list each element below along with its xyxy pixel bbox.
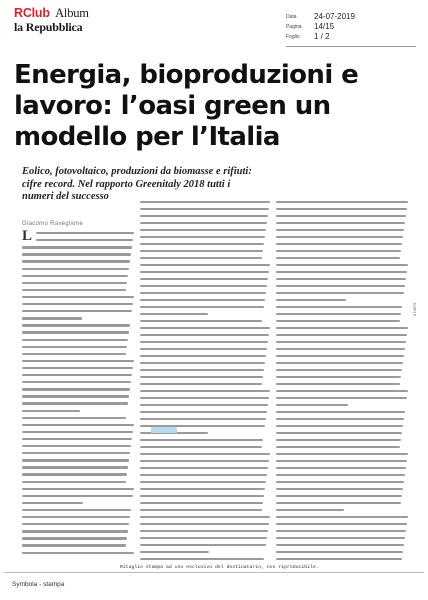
body-text-line — [140, 544, 266, 546]
body-text-line — [140, 537, 267, 539]
body-text-line — [140, 369, 264, 371]
body-text-line — [276, 544, 404, 546]
body-text-line — [140, 439, 263, 441]
body-text-line — [276, 355, 404, 357]
body-text-line — [140, 551, 209, 553]
body-text-line — [276, 488, 403, 490]
body-text-line — [22, 339, 128, 341]
meta-sheet-row — [286, 32, 416, 42]
meta-divider — [286, 46, 416, 47]
body-text-line — [276, 320, 400, 322]
meta-date-label: Data — [286, 14, 297, 20]
body-text-line — [276, 292, 404, 294]
body-text-line — [22, 268, 129, 270]
reproduction-disclaimer: Ritaglio stampa ad uso esclusivo del destinatario, non riproducibile. — [120, 565, 319, 570]
body-text-line — [276, 313, 401, 315]
body-text-line — [22, 402, 128, 404]
body-text-line — [22, 310, 132, 312]
body-text-line — [140, 530, 268, 532]
body-text-line — [276, 264, 408, 266]
body-text-line — [22, 438, 132, 440]
body-text-line — [276, 390, 408, 392]
body-text-line — [276, 523, 407, 525]
body-text-line — [22, 523, 129, 525]
body-text-line — [22, 502, 83, 504]
body-text-line — [22, 374, 132, 376]
body-text-line — [276, 229, 404, 231]
body-text-line — [140, 474, 267, 476]
body-text-line — [22, 246, 132, 248]
body-text-line — [276, 474, 405, 476]
body-text-line — [22, 360, 134, 362]
body-text-line — [140, 404, 268, 406]
body-text-line — [276, 418, 404, 420]
body-text-line — [140, 271, 269, 273]
body-text-line — [276, 383, 400, 385]
body-text-line — [140, 488, 265, 490]
body-text-line — [22, 395, 129, 397]
meta-page-value: 14/15 — [314, 22, 335, 31]
body-text-line — [22, 459, 129, 461]
body-text-line — [140, 334, 269, 336]
body-text-line — [140, 418, 266, 420]
body-text-line — [276, 348, 405, 350]
body-text-line — [140, 327, 270, 329]
body-text-line — [140, 313, 208, 315]
body-text-line — [140, 523, 269, 525]
body-text-line — [140, 299, 265, 301]
body-text-line — [276, 215, 406, 217]
body-text-line — [22, 544, 126, 546]
body-text-line — [140, 383, 262, 385]
body-text-line — [140, 292, 266, 294]
body-text-line — [140, 208, 269, 210]
body-text-line — [22, 495, 133, 497]
body-text-line — [140, 215, 268, 217]
body-text-line — [276, 502, 401, 504]
body-text-line — [140, 376, 263, 378]
body-text-line — [276, 334, 407, 336]
masthead-album: Album — [55, 6, 89, 20]
body-text-line — [22, 530, 128, 532]
body-text-line — [22, 473, 127, 475]
body-text-line — [140, 250, 263, 252]
body-text-line — [276, 481, 404, 483]
body-text-line — [22, 353, 126, 355]
body-text-line — [22, 431, 133, 433]
body-text-line — [22, 289, 126, 291]
body-text-line — [276, 271, 407, 273]
body-text-line — [276, 425, 403, 427]
body-text-line — [140, 460, 269, 462]
article-byline: Giacomo Raveglione — [22, 221, 84, 227]
body-text-line — [140, 467, 268, 469]
masthead-brand: RClub — [14, 6, 50, 20]
meta-sheet-label: Foglio — [286, 34, 300, 40]
body-text-line — [276, 509, 344, 511]
body-text-line — [22, 516, 130, 518]
body-text-line — [276, 285, 405, 287]
body-text-line — [22, 317, 82, 319]
body-text-line — [276, 306, 402, 308]
body-text-line — [140, 285, 267, 287]
side-reference-code: 074679 — [412, 302, 417, 316]
body-text-line — [140, 516, 270, 518]
body-text-line — [22, 537, 127, 539]
article-headline: Energia, bioproduzioni e lavoro: l’oasi green un modello per l’Italia — [14, 60, 359, 152]
body-text-line — [276, 243, 402, 245]
body-text-line — [22, 296, 134, 298]
meta-date-row — [286, 12, 416, 22]
body-text-line — [276, 404, 348, 406]
body-text-line — [140, 355, 266, 357]
body-text-line — [276, 558, 402, 560]
body-text-line — [140, 306, 264, 308]
body-text-line — [140, 348, 267, 350]
body-text-line — [140, 390, 270, 392]
body-text-line — [276, 376, 401, 378]
meta-page-label: Pagina — [286, 24, 302, 30]
body-text-line — [276, 278, 406, 280]
body-text-line — [140, 222, 267, 224]
body-text-line — [140, 558, 264, 560]
body-text-line — [276, 327, 408, 329]
body-text-line — [36, 239, 133, 241]
body-text-line — [140, 397, 269, 399]
body-text-line — [140, 481, 266, 483]
body-text-line — [140, 411, 267, 413]
body-text-line — [22, 381, 131, 383]
body-text-line — [22, 445, 131, 447]
body-text-line — [22, 452, 130, 454]
body-text-line — [276, 460, 407, 462]
body-text-line — [140, 495, 264, 497]
body-text-line — [22, 275, 128, 277]
body-text-line — [276, 530, 406, 532]
body-text-line — [22, 488, 134, 490]
body-text-line — [276, 411, 405, 413]
body-text-line — [276, 341, 406, 343]
body-text-line — [22, 367, 133, 369]
body-text-line — [276, 537, 405, 539]
body-text-line — [276, 362, 403, 364]
body-text-line — [22, 388, 130, 390]
article-deck: Eolico, fotovoltaico, produzioni da biomasse e rifiuti: cifre record. Nel rapporto Greenitaly 2018 tutti i numeri del successo — [22, 166, 252, 202]
meta-date-value: 24-07-2019 — [314, 12, 355, 21]
body-text-line — [276, 208, 407, 210]
body-text-line — [140, 446, 262, 448]
article-dropcap: L — [22, 228, 33, 244]
body-text-line — [140, 236, 265, 238]
body-text-line — [22, 552, 134, 554]
body-text-line — [140, 362, 265, 364]
body-text-line — [276, 222, 405, 224]
body-text-line — [22, 303, 133, 305]
body-text-line — [276, 467, 406, 469]
body-text-line — [22, 253, 131, 255]
body-text-line — [276, 446, 400, 448]
body-text-line — [140, 278, 268, 280]
footer-divider — [4, 572, 424, 573]
meta-page-row — [286, 22, 416, 32]
body-text-line — [276, 236, 403, 238]
masthead-newspaper: la Repubblica — [14, 20, 83, 34]
body-text-line — [140, 509, 262, 511]
body-text-line — [140, 257, 262, 259]
body-text-line — [140, 264, 270, 266]
body-text-line — [276, 250, 401, 252]
body-text-line — [140, 229, 266, 231]
highlighted-word-mark — [151, 427, 177, 433]
body-text-line — [140, 341, 268, 343]
body-text-line — [22, 260, 130, 262]
body-text-line — [22, 324, 130, 326]
body-text-line — [276, 432, 402, 434]
body-text-line — [22, 331, 129, 333]
body-text-line — [22, 417, 126, 419]
body-text-line — [140, 453, 270, 455]
body-text-line — [22, 509, 131, 511]
body-text-line — [36, 232, 134, 234]
body-text-line — [140, 243, 264, 245]
body-text-line — [276, 516, 408, 518]
body-text-line — [276, 495, 402, 497]
body-text-line — [276, 369, 402, 371]
body-text-line — [140, 320, 262, 322]
body-text-line — [140, 502, 263, 504]
body-text-line — [22, 410, 80, 412]
meta-sheet-value: 1 / 2 — [314, 32, 330, 41]
body-text-line — [276, 551, 403, 553]
body-text-line — [276, 439, 401, 441]
body-text-line — [22, 466, 128, 468]
body-text-line — [276, 257, 400, 259]
body-text-line — [276, 201, 408, 203]
body-text-line — [276, 397, 407, 399]
body-text-line — [22, 424, 134, 426]
publication-masthead — [14, 6, 144, 40]
body-text-line — [22, 282, 127, 284]
body-text-line — [22, 346, 127, 348]
body-text-line — [276, 299, 346, 301]
clipping-source: Symbola - stampa — [12, 581, 65, 588]
body-text-line — [22, 481, 126, 483]
body-text-line — [276, 453, 408, 455]
masthead-line1 — [14, 6, 89, 21]
